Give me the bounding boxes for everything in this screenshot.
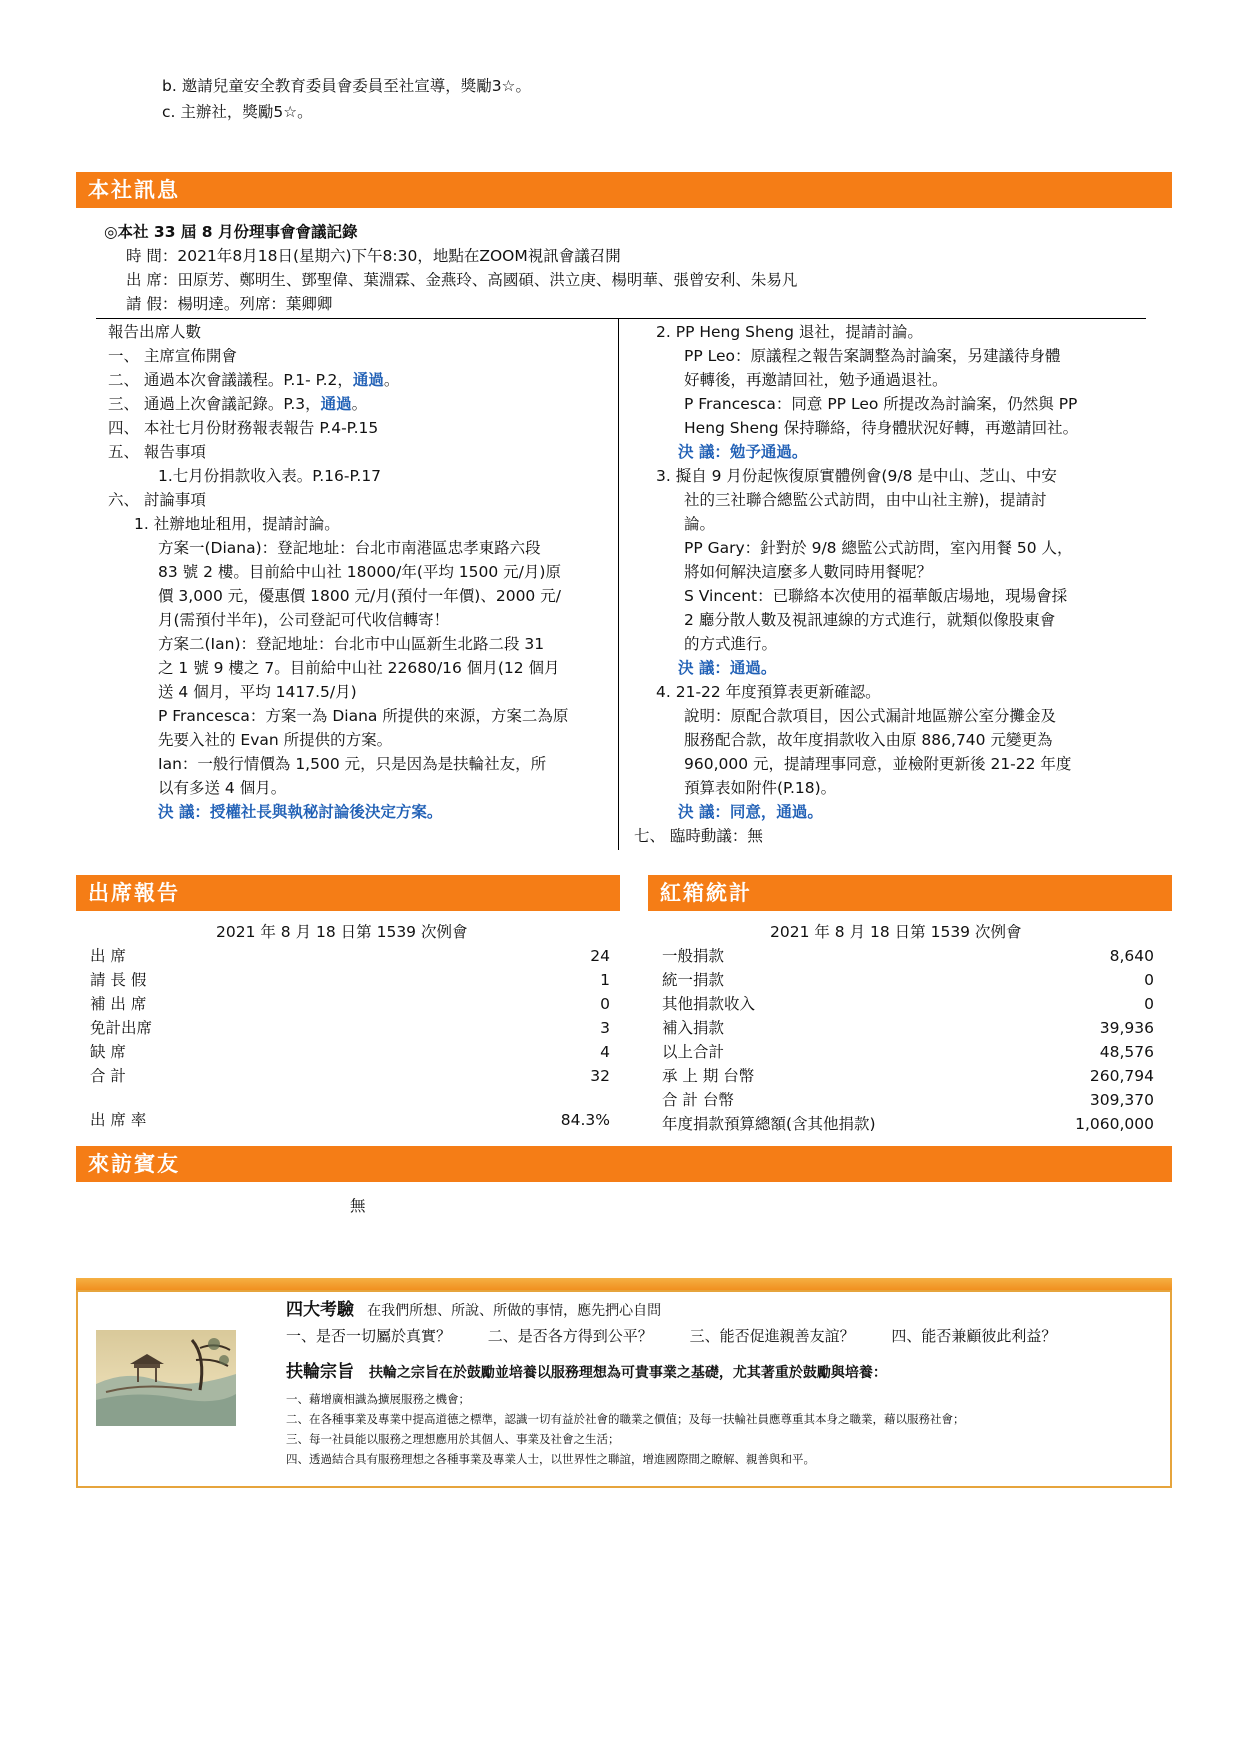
red-box-label: 一般捐款 <box>662 947 725 965</box>
four-way-title: 四大考驗 <box>286 1300 354 1320</box>
objective-item: 一、藉增廣相識為擴展服務之機會； <box>286 1392 470 1406</box>
right-line: 2. PP Heng Sheng 退社，提請討論。 <box>656 323 923 341</box>
column-divider <box>618 318 619 850</box>
attendance-value: 32 <box>590 1067 610 1085</box>
attendance-row <box>90 1042 610 1062</box>
attendance-label: 免計出席 <box>90 1019 153 1037</box>
left-line: 方案一(Diana)：登記地址：台北市南港區忠孝東路六段 <box>158 539 541 557</box>
pavilion-illustration <box>96 1330 236 1426</box>
red-box-row <box>662 1090 1154 1110</box>
left-line: 1.七月份捐款收入表。P.16-P.17 <box>158 467 382 485</box>
right-line: 預算表如附件(P.18)。 <box>684 779 837 797</box>
objective-item: 二、在各種事業及專業中提高道德之標準，認識一切有益於社會的職業之價值；及每一扶輪社員應尊重其本身之職業，藉以服務社會； <box>286 1412 965 1426</box>
minutes-absent: 請 假：楊明達。列席：葉卿卿 <box>126 295 333 313</box>
right-line: 2 廳分散人數及視訊連線的方式進行，就類似像股東會 <box>684 611 1056 629</box>
left-line: 先要入社的 Evan 所提供的方案。 <box>158 731 393 749</box>
section-club-news: 本社訊息 <box>76 172 1172 208</box>
four-way-subtitle: 在我們所想、所說、所做的事情，應先捫心自問 <box>367 1303 662 1319</box>
top-item-c: c. 主辦社，獎勵5☆。 <box>162 103 313 121</box>
right-line: 960,000 元，提請理事同意，並檢附更新後 21-22 年度 <box>684 755 1072 773</box>
right-line: 社的三社聯合總監公式訪問，由中山社主辦)，提請討 <box>684 491 1047 509</box>
right-line: 將如何解決這麼多人數同時用餐呢？ <box>684 563 933 581</box>
attendance-row <box>90 946 610 966</box>
left-line: Ian：一般行情價為 1,500 元，只是因為是扶輪社友，所 <box>158 755 547 773</box>
red-box-row <box>662 1114 1154 1134</box>
four-way-q1: 一、是否一切屬於真實？ <box>286 1327 452 1345</box>
right-line: 好轉後，再邀請回社，勉予通過退社。 <box>684 371 948 389</box>
attendance-value: 3 <box>600 1019 610 1037</box>
attendance-row <box>90 1018 610 1038</box>
red-box-value: 39,936 <box>1099 1019 1154 1037</box>
left-line: 報告出席人數 <box>108 323 202 341</box>
objective-intro: 扶輪之宗旨在於鼓勵並培養以服務理想為可貴事業之基礎，尤其著重於鼓勵與培養： <box>368 1365 887 1381</box>
objective-item: 四、透過結合具有服務理想之各種事業及專業人士，以世界性之聯誼，增進國際間之瞭解、親善與和平。 <box>286 1452 815 1466</box>
left-resolution: 決 議：授權社長與執秘討論後決定方案。 <box>158 803 443 821</box>
right-line: 4. 21-22 年度預算表更新確認。 <box>656 683 881 701</box>
left-line: 1. 社辦地址租用，提請討論。 <box>134 515 340 533</box>
red-box-value: 8,640 <box>1109 947 1154 965</box>
attendance-row <box>90 1066 610 1086</box>
left-line: 三、 通過上次會議記錄。P.3，通過。 <box>108 395 368 413</box>
red-box-value: 309,370 <box>1089 1091 1154 1109</box>
attendance-rate-value: 84.3% <box>560 1111 610 1129</box>
four-way-line <box>286 1300 661 1321</box>
red-box-row <box>662 1018 1154 1038</box>
visitors-value: 無 <box>350 1197 366 1215</box>
right-line: 論。 <box>684 515 716 533</box>
right-resolution: 決 議：勉予通過。 <box>678 443 808 461</box>
red-box-row <box>662 1042 1154 1062</box>
right-resolution: 決 議：同意，通過。 <box>678 803 823 821</box>
attendance-label: 缺 席 <box>90 1043 126 1061</box>
left-line: 四、 本社七月份財務報表報告 P.4-P.15 <box>108 419 379 437</box>
minutes-title: ◎本社 33 屆 8 月份理事會會議記錄 <box>104 223 358 241</box>
left-line: 方案二(Ian)：登記地址：台北市中山區新生北路二段 31 <box>158 635 545 653</box>
right-line: 3. 擬自 9 月份起恢復原實體例會(9/8 是中山、芝山、中安 <box>656 467 1057 485</box>
attendance-value: 0 <box>600 995 610 1013</box>
attendance-value: 24 <box>590 947 610 965</box>
left-line: 一、 主席宣佈開會 <box>108 347 237 365</box>
attendance-rate-label: 出 席 率 <box>90 1111 147 1129</box>
right-line: PP Gary：針對於 9/8 總監公式訪問，室內用餐 50 人， <box>684 539 1073 557</box>
red-box-label: 以上合計 <box>662 1043 725 1061</box>
red-box-label: 合 計 台幣 <box>662 1091 734 1109</box>
four-way-q2: 二、是否各方得到公平？ <box>487 1327 653 1345</box>
left-line: 以有多送 4 個月。 <box>158 779 287 797</box>
red-box-label: 統一捐款 <box>662 971 725 989</box>
section-attendance: 出席報告 <box>76 875 620 911</box>
section-visitors: 來訪賓友 <box>76 1146 1172 1182</box>
red-box-value: 0 <box>1144 971 1154 989</box>
four-way-q3: 三、能否促進親善友誼？ <box>689 1327 855 1345</box>
right-line: PP Leo：原議程之報告案調整為討論案，另建議待身體 <box>684 347 1061 365</box>
left-line: 六、 討論事項 <box>108 491 206 509</box>
left-line: 五、 報告事項 <box>108 443 206 461</box>
attendance-label: 補 出 席 <box>90 995 147 1013</box>
objective-item: 三、每一社員能以服務之理想應用於其個人、事業及社會之生活； <box>286 1432 620 1446</box>
red-box-label: 其他捐款收入 <box>662 995 756 1013</box>
red-box-header: 2021 年 8 月 18 日第 1539 次例會 <box>770 923 1022 941</box>
left-line: 月(需預付半年)，公司登記可代收信轉寄！ <box>158 611 450 629</box>
red-box-row <box>662 946 1154 966</box>
attendance-value: 4 <box>600 1043 610 1061</box>
left-line: P Francesca：方案一為 Diana 所提供的來源，方案二為原 <box>158 707 569 725</box>
red-box-row <box>662 970 1154 990</box>
right-resolution: 決 議：通過。 <box>678 659 777 677</box>
red-box-label: 年度捐款預算總額(含其他捐款) <box>662 1115 876 1133</box>
left-line: 送 4 個月，平均 1417.5/月) <box>158 683 357 701</box>
right-line: 說明：原配合款項目，因公式漏計地區辦公室分攤金及 <box>684 707 1057 725</box>
red-box-value: 0 <box>1144 995 1154 1013</box>
red-box-value: 260,794 <box>1089 1067 1154 1085</box>
right-line: 七、 臨時動議：無 <box>634 827 763 845</box>
right-line: 服務配合款，故年度捐款收入由原 886,740 元變更為 <box>684 731 1053 749</box>
left-line: 二、 通過本次會議議程。P.1- P.2，通過。 <box>108 371 400 389</box>
section-red-box: 紅箱統計 <box>648 875 1172 911</box>
right-line: S Vincent：已聯絡本次使用的福華飯店場地，現場會採 <box>684 587 1068 605</box>
attendance-rate-row <box>90 1110 610 1130</box>
objective-line <box>286 1362 887 1383</box>
red-box-label: 補入捐款 <box>662 1019 725 1037</box>
four-way-questions <box>286 1326 1056 1346</box>
objective-title: 扶輪宗旨 <box>286 1362 354 1382</box>
four-way-q4: 四、能否兼顧彼此利益？ <box>891 1327 1057 1345</box>
red-box-row <box>662 994 1154 1014</box>
attendance-header: 2021 年 8 月 18 日第 1539 次例會 <box>216 923 468 941</box>
minutes-divider <box>96 318 1146 319</box>
minutes-time: 時 間：2021年8月18日(星期六)下午8:30，地點在ZOOM視訊會議召開 <box>126 247 621 265</box>
attendance-row <box>90 994 610 1014</box>
right-line: P Francesca：同意 PP Leo 所提改為討論案，仍然與 PP <box>684 395 1078 413</box>
attendance-label: 出 席 <box>90 947 126 965</box>
left-line: 83 號 2 樓。目前給中山社 18000/年(平均 1500 元/月)原 <box>158 563 561 581</box>
left-line: 價 3,000 元，優惠價 1800 元/月(預付一年價)、2000 元/ <box>158 587 561 605</box>
red-box-label: 承 上 期 台幣 <box>662 1067 755 1085</box>
top-item-b: b. 邀請兒童安全教育委員會委員至社宣導，獎勵3☆。 <box>162 77 531 95</box>
right-line: Heng Sheng 保持聯絡，待身體狀況好轉，再邀請回社。 <box>684 419 1079 437</box>
left-line: 之 1 號 9 樓之 7。目前給中山社 22680/16 個月(12 個月 <box>158 659 560 677</box>
red-box-row <box>662 1066 1154 1086</box>
red-box-value: 1,060,000 <box>1075 1115 1154 1133</box>
attendance-row <box>90 970 610 990</box>
right-line: 的方式進行。 <box>684 635 778 653</box>
minutes-present: 出 席：田原芳、鄭明生、鄧聖偉、葉淵霖、金燕玲、高國碩、洪立庚、楊明華、張曾安利、朱易凡 <box>126 271 798 289</box>
attendance-label: 合 計 <box>90 1067 126 1085</box>
attendance-label: 請 長 假 <box>90 971 147 989</box>
attendance-value: 1 <box>600 971 610 989</box>
red-box-value: 48,576 <box>1099 1043 1154 1061</box>
